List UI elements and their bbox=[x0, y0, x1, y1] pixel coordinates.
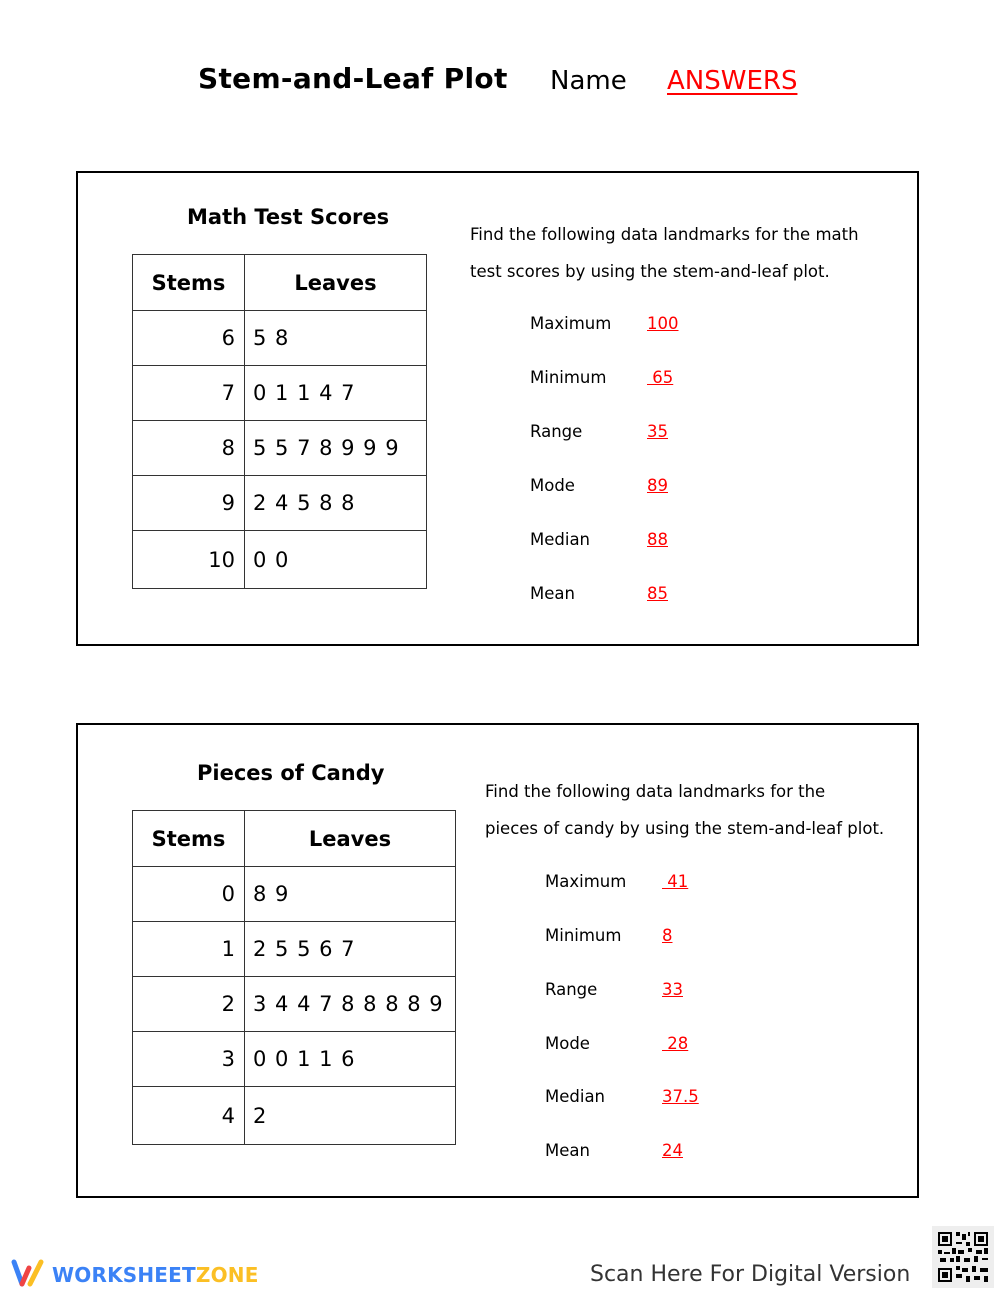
stem-cell: 0 bbox=[133, 867, 245, 922]
table-row bbox=[133, 1032, 456, 1087]
landmark-label: Median bbox=[530, 530, 591, 549]
plot-title: Math Test Scores bbox=[187, 205, 390, 229]
landmark-value: 8 bbox=[662, 926, 673, 945]
landmark-label: Maximum bbox=[545, 872, 627, 891]
instructions-line: pieces of candy by using the stem-and-leaf plot. bbox=[485, 819, 885, 838]
landmark-label: Mode bbox=[530, 476, 575, 495]
instructions-line: test scores by using the stem-and-leaf plot. bbox=[470, 262, 830, 281]
stem-cell: 3 bbox=[133, 1032, 245, 1087]
landmark-value: 85 bbox=[647, 584, 668, 603]
landmark-value: 89 bbox=[647, 476, 668, 495]
instructions bbox=[485, 773, 884, 847]
table-row bbox=[133, 311, 427, 366]
landmark-label: Mean bbox=[545, 1141, 590, 1160]
landmark-value: 41 bbox=[662, 872, 689, 891]
landmark-value: 37.5 bbox=[662, 1087, 699, 1106]
landmark-label: Minimum bbox=[545, 926, 622, 945]
table-header-row bbox=[133, 255, 427, 311]
leaves-cell: 0 1 1 4 7 bbox=[245, 366, 427, 421]
landmark-value: 100 bbox=[647, 314, 679, 333]
leaves-cell: 5 8 bbox=[245, 311, 427, 366]
landmark-label: Minimum bbox=[530, 368, 607, 387]
column-header-stems: Stems bbox=[133, 811, 245, 867]
landmark-label: Mode bbox=[545, 1034, 590, 1053]
landmark-value: 88 bbox=[647, 530, 668, 549]
scan-text: Scan Here For Digital Version bbox=[590, 1262, 911, 1287]
leaves-cell: 0 0 1 1 6 bbox=[245, 1032, 456, 1087]
worksheet-title: Stem-and-Leaf Plot bbox=[198, 62, 508, 95]
column-header-stems: Stems bbox=[133, 255, 245, 311]
stem-cell: 1 bbox=[133, 922, 245, 977]
stem-cell: 9 bbox=[133, 476, 245, 531]
table-row bbox=[133, 977, 456, 1032]
table-row bbox=[133, 1087, 456, 1145]
table-row bbox=[133, 531, 427, 589]
table-row bbox=[133, 476, 427, 531]
landmark-label: Mean bbox=[530, 584, 575, 603]
landmark-value: 33 bbox=[662, 980, 683, 999]
table-row bbox=[133, 867, 456, 922]
stem-cell: 6 bbox=[133, 311, 245, 366]
leaves-cell: 3 4 4 7 8 8 8 8 9 bbox=[245, 977, 456, 1032]
name-label: Name bbox=[550, 66, 627, 96]
landmark-value: 35 bbox=[647, 422, 668, 441]
logo-w-icon bbox=[10, 1258, 46, 1292]
column-header-leaves: Leaves bbox=[245, 255, 427, 311]
column-header-leaves: Leaves bbox=[245, 811, 456, 867]
logo-text-worksheet: WORKSHEET bbox=[52, 1263, 196, 1287]
plot-title: Pieces of Candy bbox=[197, 761, 385, 785]
stem-cell: 10 bbox=[133, 531, 245, 589]
table-header-row bbox=[133, 811, 456, 867]
stem-leaf-table bbox=[132, 254, 427, 589]
leaves-cell: 2 4 5 8 8 bbox=[245, 476, 427, 531]
landmark-value: 28 bbox=[662, 1034, 689, 1053]
leaves-cell: 0 0 bbox=[245, 531, 427, 589]
stem-cell: 2 bbox=[133, 977, 245, 1032]
landmark-value: 24 bbox=[662, 1141, 683, 1160]
stem-cell: 8 bbox=[133, 421, 245, 476]
instructions bbox=[470, 216, 859, 290]
table-row bbox=[133, 922, 456, 977]
instructions-line: Find the following data landmarks for the bbox=[485, 782, 826, 801]
qr-code-icon[interactable] bbox=[932, 1226, 994, 1288]
worksheet-zone-logo[interactable] bbox=[10, 1258, 259, 1292]
leaves-cell: 2 bbox=[245, 1087, 456, 1145]
landmark-label: Range bbox=[545, 980, 598, 999]
landmark-label: Range bbox=[530, 422, 583, 441]
leaves-cell: 5 5 7 8 9 9 9 bbox=[245, 421, 427, 476]
stem-cell: 7 bbox=[133, 366, 245, 421]
landmark-label: Median bbox=[545, 1087, 606, 1106]
leaves-cell: 2 5 5 6 7 bbox=[245, 922, 456, 977]
logo-text bbox=[52, 1263, 259, 1287]
instructions-line: Find the following data landmarks for the math bbox=[470, 225, 859, 244]
table-row bbox=[133, 366, 427, 421]
landmark-value: 65 bbox=[647, 368, 674, 387]
leaves-cell: 8 9 bbox=[245, 867, 456, 922]
stem-cell: 4 bbox=[133, 1087, 245, 1145]
stem-leaf-table bbox=[132, 810, 456, 1145]
landmark-label: Maximum bbox=[530, 314, 612, 333]
logo-text-zone: ZONE bbox=[195, 1263, 259, 1287]
name-value: ANSWERS bbox=[667, 66, 798, 96]
table-row bbox=[133, 421, 427, 476]
